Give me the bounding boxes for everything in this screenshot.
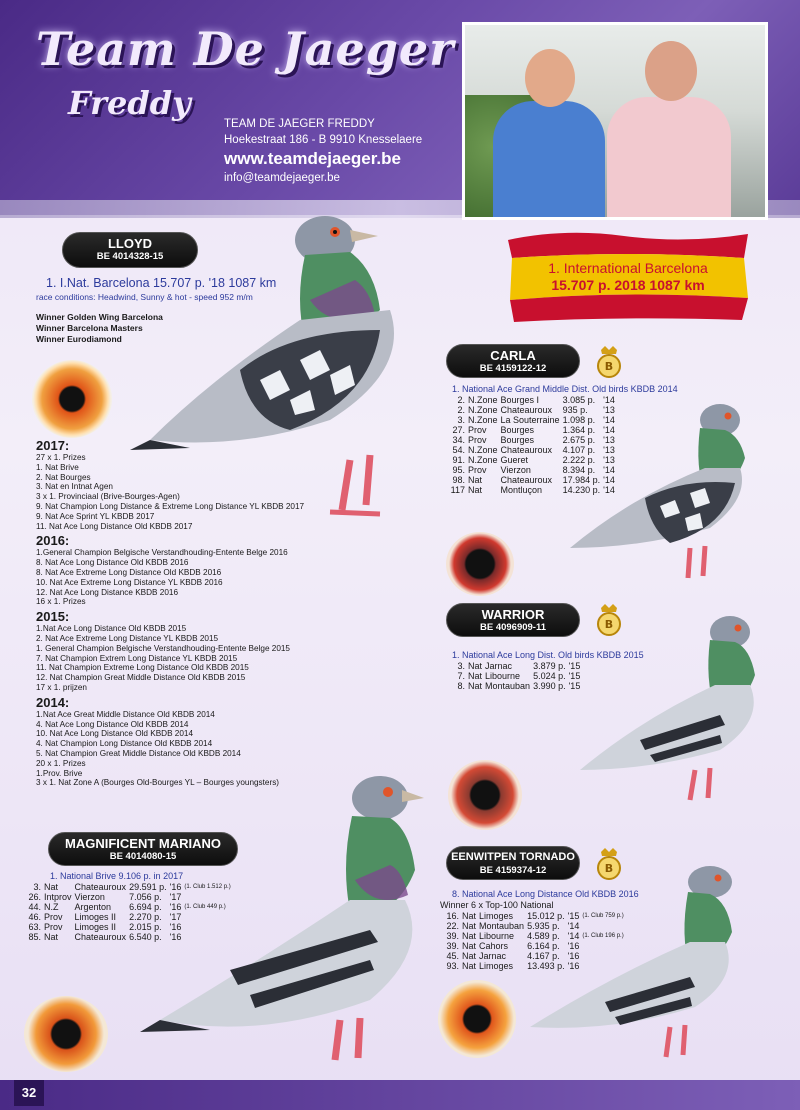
warrior-result-cell: Nat <box>468 661 483 671</box>
tornado-result-cell: Limoges <box>479 911 514 921</box>
warrior-headline: 1. National Ace Long Dist. Old birds KBDB 2015 <box>452 650 644 660</box>
mariano-result-cell: (1. Club 1.512 p.) <box>184 884 231 890</box>
warrior-results-table <box>446 661 583 691</box>
year-2016-heading: 2016: <box>36 533 70 549</box>
tornado-result-cell: '14 <box>567 921 580 931</box>
warrior-pigeon-photo <box>570 610 770 820</box>
warrior-result-row <box>446 681 583 691</box>
tornado-result-cell: Nat <box>462 951 477 961</box>
banner-line1: 1. International Barcelona <box>548 260 708 276</box>
mariano-result-cell: Chateauroux <box>74 932 127 942</box>
warrior-eye-photo <box>448 760 522 830</box>
mariano-result-cell: (1. Club 449 p.) <box>184 904 226 910</box>
contact-name: TEAM DE JAEGER FREDDY <box>224 118 375 130</box>
tornado-result-cell: Nat <box>462 911 477 921</box>
warrior-name-pill <box>446 603 580 637</box>
year-2015-heading: 2015: <box>36 609 70 625</box>
carla-result-cell: 2.222 p. <box>562 455 596 465</box>
lloyd-headline: 1. I.Nat. Barcelona 15.707 p. '18 1087 km <box>46 276 277 290</box>
tornado-headline: 8. National Ace Long Distance Old KBDB 2016 <box>452 889 639 899</box>
tornado-result-cell: Libourne <box>479 931 515 941</box>
mariano-result-cell: 63. <box>28 922 41 932</box>
tornado-result-cell: '16 <box>567 961 580 971</box>
mariano-result-cell: 3. <box>33 882 41 892</box>
carla-result-cell: Prov <box>468 465 487 475</box>
mariano-result-cell: 26. <box>28 892 41 902</box>
palmares-item: 1.Nat Ace Great Middle Distance Old KBDB 2014 <box>36 709 215 719</box>
warrior-result-cell: Montauban <box>485 681 531 691</box>
carla-result-cell: 117 <box>450 485 465 495</box>
carla-result-cell: La Souterraine <box>500 415 560 425</box>
mariano-result-cell: Intprov <box>44 892 72 902</box>
palmares-item: 12. Nat Ace Long Distance KBDB 2016 <box>36 587 179 597</box>
carla-result-cell: N.Zone <box>468 415 498 425</box>
warrior-result-cell: '15 <box>568 671 581 681</box>
palmares-item: 1.General Champion Belgische Verstandhouding-Entente Belge 2016 <box>36 548 288 558</box>
lloyd-win: Winner Eurodiamond <box>36 334 122 344</box>
warrior-result-cell: '15 <box>568 681 581 691</box>
tornado-result-cell: 15.012 p. <box>527 911 565 921</box>
lloyd-win: Winner Golden Wing Barcelona <box>36 312 163 322</box>
palmares-item: 16 x 1. Prizes <box>36 597 86 607</box>
carla-result-cell: Prov <box>468 425 487 435</box>
mariano-result-cell: '16 <box>169 882 182 892</box>
svg-text:B: B <box>604 862 614 875</box>
mariano-result-cell: Nat <box>44 932 59 942</box>
tornado-result-cell: 93. <box>446 961 459 971</box>
team-title: Team De Jaeger <box>36 22 455 76</box>
lloyd-name: LLOYD <box>107 236 153 251</box>
carla-result-cell: 2. <box>457 395 465 405</box>
tornado-eye-photo <box>438 980 516 1058</box>
tornado-result-cell: 16. <box>446 911 459 921</box>
mariano-result-cell: 6.540 p. <box>129 932 162 942</box>
palmares-item: 10. Nat Ace Long Distance Old KBDB 2014 <box>36 729 194 739</box>
carla-result-cell: Chateauroux <box>500 405 553 415</box>
carla-result-cell: '14 <box>603 465 615 475</box>
barcelona-banner-text <box>504 260 752 294</box>
carla-result-cell: Gueret <box>500 455 529 465</box>
tornado-result-cell: 39. <box>446 941 459 951</box>
warrior-result-cell: Jarnac <box>485 661 513 671</box>
carla-result-cell: 34. <box>452 435 465 445</box>
mariano-result-cell: Vierzon <box>74 892 105 902</box>
mariano-result-cell: '17 <box>169 912 182 922</box>
palmares-item: 2. Nat Bourges <box>36 472 91 482</box>
warrior-result-cell: 8. <box>457 681 465 691</box>
mariano-result-cell: 2.270 p. <box>129 912 162 922</box>
carla-result-cell: 17.984 p. <box>562 475 601 485</box>
carla-headline: 1. National Ace Grand Middle Dist. Old birds KBDB 2014 <box>452 384 678 394</box>
mariano-result-cell: '16 <box>169 932 182 942</box>
tornado-result-cell: 5.935 p. <box>527 921 560 931</box>
mariano-result-cell: 2.015 p. <box>129 922 162 932</box>
palmares-item: 3 x 1. Provinciaal (Brive-Bourges-Agen) <box>36 492 180 502</box>
tornado-name: EENWITPEN TORNADO <box>451 851 575 863</box>
warrior-result-row <box>446 661 583 671</box>
carla-pigeon-photo <box>560 398 760 598</box>
carla-result-cell: 95. <box>452 465 465 475</box>
tornado-result-cell: Nat <box>462 961 477 971</box>
warrior-result-cell: 3. <box>457 661 465 671</box>
palmares-item: 1.Prov. Brive <box>36 768 83 778</box>
tornado-result-cell: Nat <box>462 921 477 931</box>
website-link[interactable]: www.teamdejaeger.be <box>224 149 401 168</box>
palmares-item: 4. Nat Champion Long Distance Old KBDB 2014 <box>36 739 213 749</box>
tornado-pigeon-photo <box>520 862 750 1072</box>
warrior-result-cell: '15 <box>568 661 581 671</box>
palmares-item: 3. Nat en Intnat Agen <box>36 482 113 492</box>
carla-result-cell: 27. <box>452 425 465 435</box>
warrior-result-cell: 3.990 p. <box>533 681 566 691</box>
page-footer <box>0 1080 800 1110</box>
mariano-name: MAGNIFICENT MARIANO <box>65 836 221 851</box>
carla-result-cell: '14 <box>603 475 615 485</box>
mariano-result-cell: 29.591 p. <box>129 882 167 892</box>
palmares-item: 20 x 1. Prizes <box>36 758 86 768</box>
palmares-item: 8. Nat Ace Extreme Long Distance Old KBDB 2016 <box>36 567 222 577</box>
warrior-result-cell: 5.024 p. <box>533 671 566 681</box>
carla-result-cell: 3.085 p. <box>562 395 596 405</box>
page-number: 32 <box>14 1080 44 1106</box>
carla-result-cell: 1.364 p. <box>562 425 596 435</box>
svg-text:B: B <box>604 618 614 631</box>
lloyd-win: Winner Barcelona Masters <box>36 323 143 333</box>
carla-result-cell: 1.098 p. <box>562 415 596 425</box>
tornado-result-cell: 45. <box>446 951 459 961</box>
warrior-result-cell: Libourne <box>485 671 521 681</box>
carla-result-cell: 935 p. <box>562 405 588 415</box>
banner-line2: 15.707 p. 2018 1087 km <box>551 277 705 293</box>
palmares-item: 3 x 1. Nat Zone A (Bourges Old-Bourges YL – Bourges youngsters) <box>36 778 280 788</box>
carla-result-cell: 3. <box>457 415 465 425</box>
carla-result-cell: Vierzon <box>500 465 531 475</box>
carla-result-cell: '13 <box>603 435 615 445</box>
tornado-result-cell: '16 <box>567 941 580 951</box>
tornado-result-cell: (1. Club 759 p.) <box>582 913 624 919</box>
tornado-result-cell: 4.589 p. <box>527 931 560 941</box>
palmares-item: 27 x 1. Prizes <box>36 453 86 462</box>
carla-result-cell: 98. <box>452 475 465 485</box>
contact-address: Hoekestraat 186 - B 9910 Knesselaere <box>224 134 423 146</box>
carla-result-cell: 54. <box>452 445 465 455</box>
palmares-item: 1. General Champion Belgische Verstandhouding-Entente Belge 2015 <box>36 643 290 653</box>
tornado-result-cell: 13.493 p. <box>527 961 565 971</box>
mariano-result-cell: Limoges II <box>74 922 117 932</box>
mariano-result-cell: '17 <box>169 892 182 902</box>
mariano-result-cell: '16 <box>169 922 182 932</box>
lloyd-ring: BE 4014328-15 <box>96 251 164 262</box>
tornado-result-cell: 6.164 p. <box>527 941 560 951</box>
carla-result-cell: Chateauroux <box>500 445 553 455</box>
tornado-result-cell: Cahors <box>479 941 509 951</box>
carla-result-cell: 91. <box>452 455 465 465</box>
lloyd-eye-photo <box>32 360 112 438</box>
carla-result-cell: Nat <box>468 485 483 495</box>
palmares-item: 1.Nat Ace Long Distance Old KBDB 2015 <box>36 624 187 634</box>
warrior-ring: BE 4096909-11 <box>479 622 547 633</box>
warrior-result-cell: 3.879 p. <box>533 661 566 671</box>
warrior-result-row <box>446 671 583 681</box>
year-2017-heading: 2017: <box>36 438 70 453</box>
palmares-item: 10. Nat Ace Extreme Long Distance YL KBDB 2016 <box>36 577 223 587</box>
carla-result-cell: '14 <box>603 415 615 425</box>
tornado-result-cell: Limoges <box>479 961 514 971</box>
carla-name-pill <box>446 344 580 378</box>
palmares-item: 2. Nat Ace Extreme Long Distance YL KBDB 2015 <box>36 633 219 643</box>
mariano-result-cell: Limoges II <box>74 912 117 922</box>
carla-result-cell: 14.230 p. <box>562 485 601 495</box>
carla-result-cell: '13 <box>603 455 615 465</box>
palmares-item: 7. Nat Champion Extrem Long Distance YL KBDB 2015 <box>36 653 238 663</box>
palmares-item: 8. Nat Ace Long Distance Old KBDB 2016 <box>36 558 189 568</box>
owners-photo <box>462 22 768 220</box>
mariano-result-cell: 6.694 p. <box>129 902 162 912</box>
carla-result-cell: Bourges I <box>500 395 540 405</box>
mariano-ring: BE 4014080-15 <box>109 851 177 862</box>
tornado-result-cell: Nat <box>462 931 477 941</box>
carla-result-cell: Montluçon <box>500 485 543 495</box>
tornado-result-cell: Montauban <box>479 921 525 931</box>
palmares-item: 9. Nat Champion Long Distance & Extreme Long Distance YL KBDB 2017 <box>36 501 305 511</box>
carla-result-cell: N.Zone <box>468 455 498 465</box>
carla-result-cell: N.Zone <box>468 405 498 415</box>
mariano-result-cell: 7.056 p. <box>129 892 162 902</box>
carla-result-cell: Nat <box>468 475 483 485</box>
tornado-result-cell: '14 <box>567 931 580 941</box>
warrior-result-cell: Nat <box>468 671 483 681</box>
palmares-item: 17 x 1. prijzen <box>36 682 87 692</box>
year-2014-heading: 2014: <box>36 694 70 710</box>
warrior-result-cell: 7. <box>457 671 465 681</box>
tornado-result-cell: Nat <box>462 941 477 951</box>
carla-result-cell: 2. <box>457 405 465 415</box>
team-subtitle: Freddy <box>68 84 191 122</box>
tornado-result-cell: 4.167 p. <box>527 951 560 961</box>
lloyd-conditions: race conditions: Headwind, Sunny & hot - speed 952 m/m <box>36 292 253 302</box>
mariano-headline: 1. National Brive 9.106 p. in 2017 <box>50 871 184 881</box>
tornado-result-cell: Jarnac <box>479 951 507 961</box>
carla-result-cell: Prov <box>468 435 487 445</box>
mariano-result-cell: Prov <box>44 922 63 932</box>
svg-text:B: B <box>604 360 614 373</box>
carla-ring: BE 4159122-12 <box>479 363 547 374</box>
carla-result-cell: Bourges <box>500 425 535 435</box>
mariano-result-cell: 44. <box>28 902 41 912</box>
kbdb-crown-badge-icon <box>596 344 622 378</box>
carla-result-cell: Bourges <box>500 435 535 445</box>
palmares-item: 9. Nat Ace Sprint YL KBDB 2017 <box>36 511 155 521</box>
mariano-result-cell: 85. <box>28 932 41 942</box>
carla-name: CARLA <box>490 348 536 363</box>
mariano-result-cell: Chateauroux <box>74 882 127 892</box>
carla-result-cell: '13 <box>603 445 615 455</box>
palmares-item: 11. Nat Champion Extreme Long Distance Old KBDB 2015 <box>36 663 249 673</box>
tornado-result-cell: (1. Club 196 p.) <box>582 933 624 939</box>
carla-result-cell: N.Zone <box>468 395 498 405</box>
mariano-result-cell: Prov <box>44 912 63 922</box>
mariano-eye-photo <box>24 996 108 1072</box>
carla-result-cell: N.Zone <box>468 445 498 455</box>
carla-result-cell: '14 <box>603 425 615 435</box>
palmares-item: 11. Nat Ace Long Distance Old KBDB 2017 <box>36 521 193 531</box>
mariano-result-cell: Argenton <box>74 902 112 912</box>
mariano-result-cell: Nat <box>44 882 59 892</box>
tornado-result-cell: 39. <box>446 931 459 941</box>
palmares-item: 12. Nat Champion Great Middle Distance Old KBDB 2015 <box>36 673 246 683</box>
carla-result-cell: '13 <box>603 405 615 415</box>
mariano-result-cell: 46. <box>28 912 41 922</box>
mariano-result-cell: '16 <box>169 902 182 912</box>
carla-result-cell: 2.675 p. <box>562 435 596 445</box>
carla-result-cell: 8.394 p. <box>562 465 596 475</box>
mariano-result-cell: N.Z <box>44 902 59 912</box>
carla-eye-photo <box>446 532 514 596</box>
warrior-result-cell: Nat <box>468 681 483 691</box>
tornado-result-cell: '16 <box>567 951 580 961</box>
contact-block <box>224 116 422 186</box>
email-link[interactable]: info@teamdejaeger.be <box>224 172 340 184</box>
carla-result-cell: 4.107 p. <box>562 445 596 455</box>
palmares-item: 5. Nat Champion Great Middle Distance Old KBDB 2014 <box>36 748 241 758</box>
carla-result-cell: '14 <box>603 395 615 405</box>
carla-result-cell: Chateauroux <box>500 475 553 485</box>
carla-result-cell: '14 <box>603 485 615 495</box>
palmares-item: 4. Nat Ace Long Distance Old KBDB 2014 <box>36 719 189 729</box>
mariano-pigeon-photo <box>140 770 430 1080</box>
warrior-name: WARRIOR <box>481 607 545 622</box>
tornado-ring: BE 4159374-12 <box>479 865 547 876</box>
tornado-subline: Winner 6 x Top-100 National <box>440 900 554 910</box>
tornado-result-cell: '15 <box>567 911 580 921</box>
lloyd-pigeon-photo <box>130 200 460 530</box>
tornado-result-cell: 22. <box>446 921 459 931</box>
palmares-item: 1. Nat Brive <box>36 462 79 472</box>
